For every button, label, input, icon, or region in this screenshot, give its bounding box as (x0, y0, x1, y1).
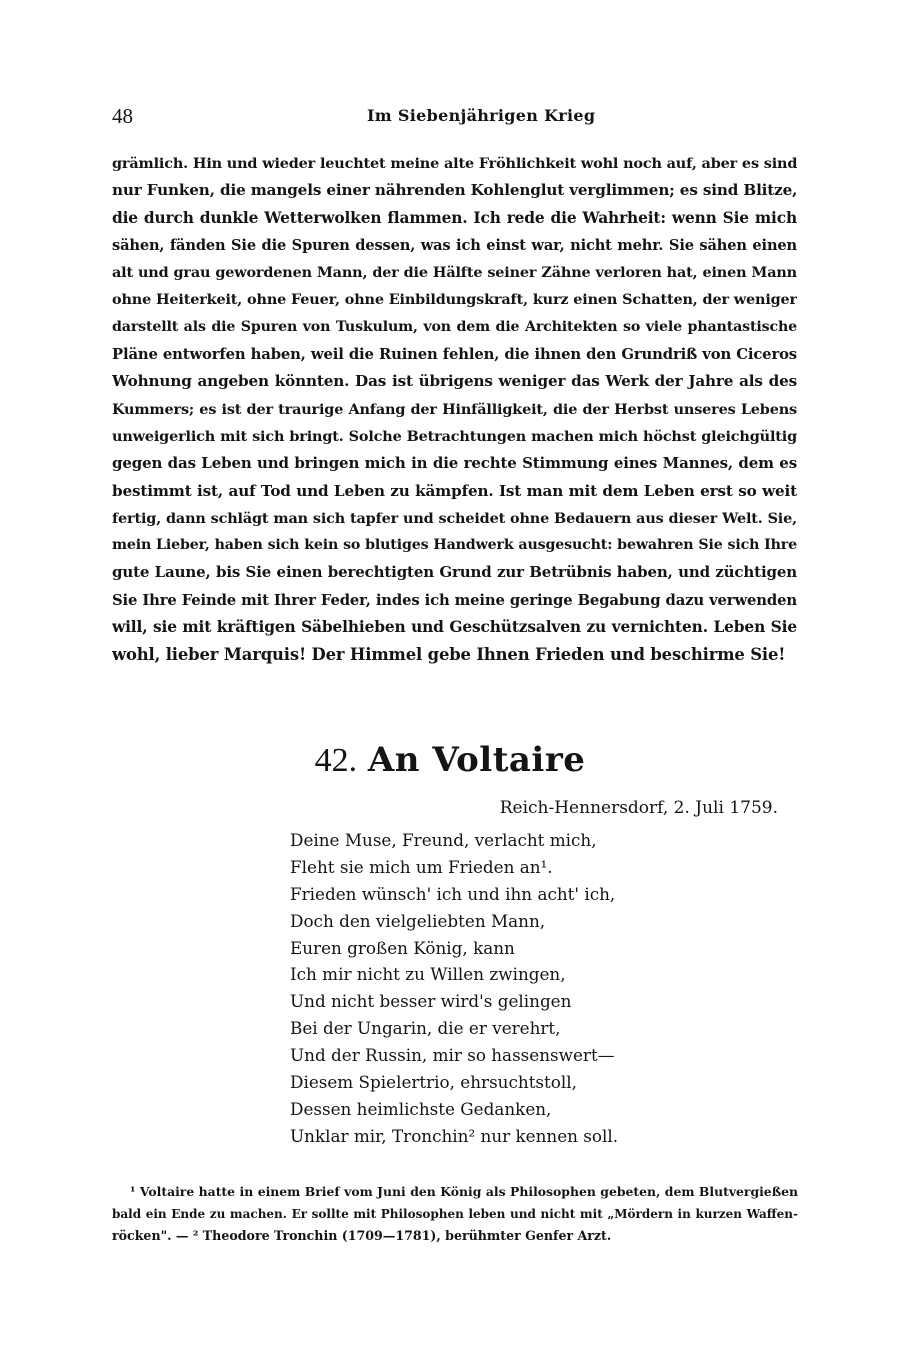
poem-line: Doch den vielgeliebten Mann, (290, 910, 546, 931)
text-line: mein Lieber, haben sich kein so blutiges Handwerk ausgesucht: bewahren Sie sich Ihre (112, 537, 797, 554)
text-line: grämlich. Hin und wieder leuchtet meine alte Fröhlichkeit wohl noch auf, aber es sind (112, 155, 797, 172)
poem-line: Diesem Spielertrio, ehrsuchtstoll, (290, 1072, 577, 1093)
text-line: ohne Heiterkeit, ohne Feuer, ohne Einbildungskraft, kurz einen Schatten, der weniger (112, 291, 797, 309)
text-line: Wohnung angeben könnten. Das ist übrigens weniger das Werk der Jahre als des (112, 372, 797, 391)
text-line: nur Funken, die mangels einer nährenden Kohlenglut verglimmen; es sind Blitze, (112, 181, 797, 200)
poem-line: Dessen heimlichste Gedanken, (290, 1098, 552, 1119)
text-line: unweigerlich mit sich bringt. Solche Betrachtungen machen mich höchst gleichgültig (112, 427, 797, 445)
text-line: fertig, dann schlägt man sich tapfer und scheidet ohne Bedauern aus dieser Welt. Sie, (112, 509, 797, 527)
poem-line: Und der Russin, mir so hassenswert— (290, 1045, 615, 1066)
poem-line: Fleht sie mich um Frieden an¹. (290, 856, 553, 877)
text-line: Pläne entworfen haben, weil die Ruinen fehlen, die ihnen den Grundriß von Ciceros (112, 346, 797, 364)
text-line: die durch dunkle Wetterwolken flammen. Ich rede die Wahrheit: wenn Sie mich (112, 208, 797, 227)
text-line: Sie Ihre Feinde mit Ihrer Feder, indes ich meine geringe Begabung dazu verwenden (112, 591, 797, 609)
text-line: sähen, fänden Sie die Spuren dessen, was ich einst war, nicht mehr. Sie sähen einen (112, 236, 797, 254)
poem-line: Ich mir nicht zu Willen zwingen, (290, 964, 566, 985)
poem-line: Frieden wünsch' ich und ihn acht' ich, (290, 883, 616, 904)
footnote-line: röcken". — ² Theodore Tronchin (1709—1781), berühmter Genfer Arzt. (112, 1228, 612, 1243)
footnote-line: ¹ Voltaire hatte in einem Brief vom Juni den König als Philosophen gebeten, dem Blutvergießen (130, 1184, 798, 1199)
text-line: darstellt als die Spuren von Tuskulum, von dem die Architekten so viele phantastische (112, 318, 797, 335)
text-line: wohl, lieber Marquis! Der Himmel gebe Ihnen Frieden und beschirme Sie! (112, 645, 786, 665)
poem-line: Euren großen König, kann (290, 937, 515, 958)
text-line: will, sie mit kräftigen Säbelhieben und Geschützsalven zu vernichten. Leben Sie (112, 618, 797, 637)
page-header (112, 104, 796, 134)
poem-line: Bei der Ungarin, die er verehrt, (290, 1018, 561, 1039)
text-line: alt und grau gewordenen Mann, der die Hälfte seiner Zähne verloren hat, einen Mann (112, 264, 797, 282)
poem-line: Deine Muse, Freund, verlacht mich, (290, 830, 597, 850)
text-line: Kummers; es ist der traurige Anfang der Hinfälligkeit, die der Herbst unseres Lebens (112, 400, 797, 418)
letter-number: 42. (314, 742, 358, 779)
letter-continuation-text (112, 150, 797, 669)
letter-dateline: Reich-Hennersdorf, 2. Juli 1759. (499, 798, 778, 818)
letter-heading: An Voltaire (367, 740, 586, 780)
poem (290, 827, 710, 1150)
poem-line: Und nicht besser wird's gelingen (290, 991, 572, 1012)
text-line: bestimmt ist, auf Tod und Leben zu kämpfen. Ist man mit dem Leben erst so weit (112, 481, 797, 500)
text-line: gegen das Leben und bringen mich in die rechte Stimmung eines Mannes, dem es (112, 454, 797, 473)
page-number: 48 (112, 104, 133, 128)
running-head: Im Siebenjährigen Krieg (367, 106, 596, 125)
footnote-line: bald ein Ende zu machen. Er sollte mit Philosophen leben und nicht mit „Mördern in kurzen Waffen- (112, 1207, 798, 1221)
footnotes (112, 1181, 798, 1247)
poem-line: Unklar mir, Tronchin² nur kennen soll. (290, 1125, 619, 1146)
letter-title (0, 738, 900, 783)
text-line: gute Laune, bis Sie einen berechtigten Grund zur Betrübnis haben, und züchtigen (112, 563, 797, 582)
